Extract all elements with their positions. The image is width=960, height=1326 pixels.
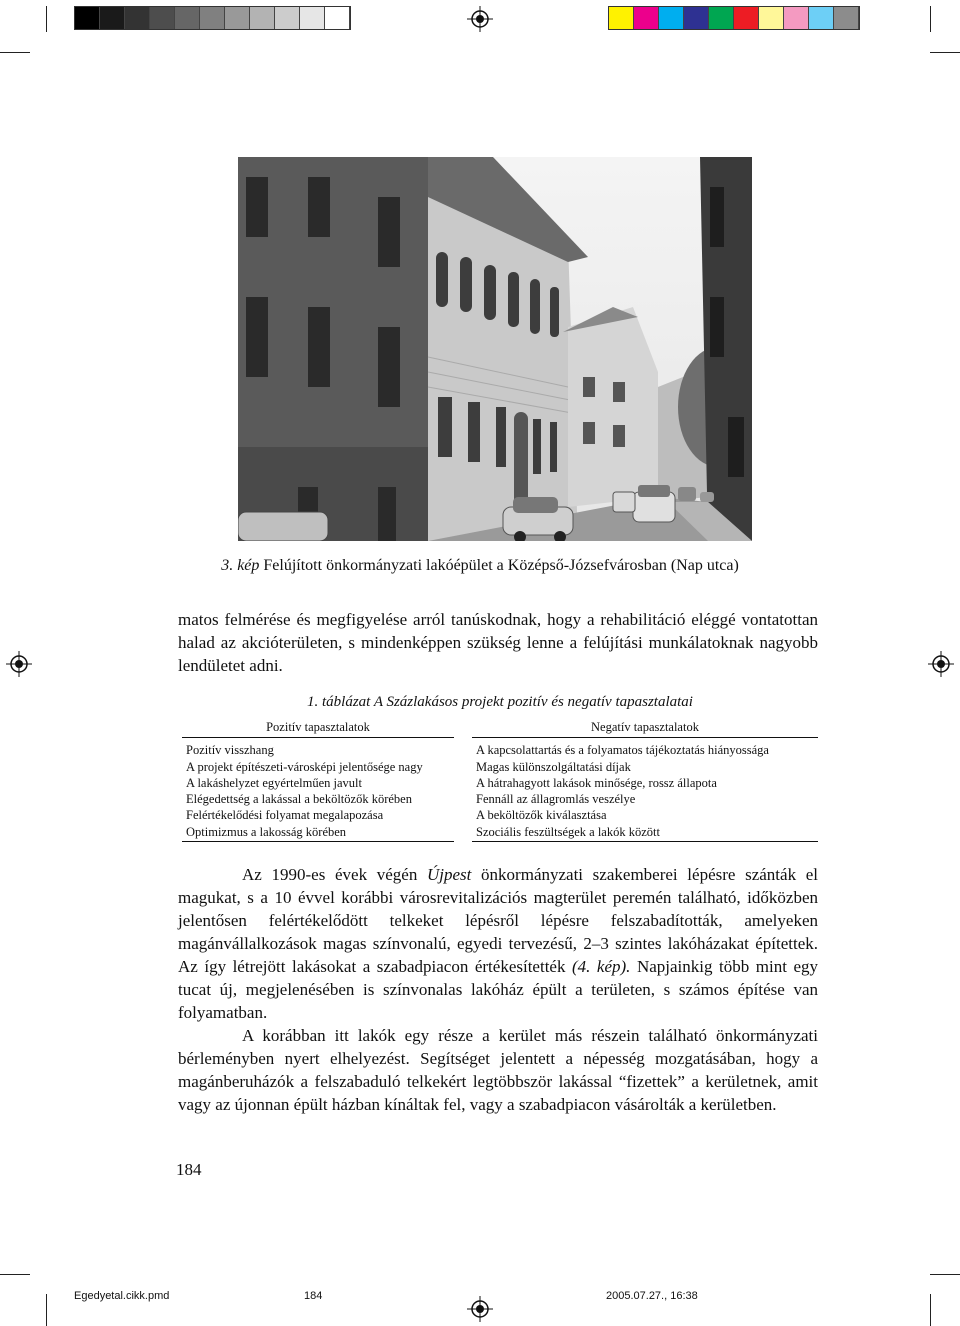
color-swatch	[834, 7, 859, 29]
table-row: Elégedettség a lakással a beköltözők körében	[186, 792, 412, 807]
paragraph-intro: matos felmérése és megfigyelése arról tanúskodnak, hogy a rehabilitáció eléggé vontatottan halad az akcióterületen, s mindenképpen szükség lenne a felújítási munkálatoknak nagyobb lendületet adni.	[178, 610, 818, 675]
table-row: Felértékelődési folyamat megalapozása	[186, 808, 384, 823]
table-row: Pozitív visszhang	[186, 743, 274, 758]
table-row: A lakáshelyzet egyértelműen javult	[186, 775, 362, 790]
page-number: 184	[176, 1160, 202, 1179]
color-swatch	[225, 7, 250, 29]
table-caption: 1. táblázat A Százlakásos projekt pozitív és negatív tapasztalatai	[307, 694, 693, 710]
table-left-column	[182, 719, 454, 842]
table-row: A beköltözők kiválasztása	[476, 808, 607, 823]
crop-mark	[930, 52, 960, 53]
color-swatch	[809, 7, 834, 29]
registration-mark-icon	[928, 651, 954, 677]
table-row: Magas különszolgáltatási díjak	[476, 759, 631, 774]
positive-list	[182, 742, 454, 842]
color-swatch	[200, 7, 225, 29]
table-row: A hátrahagyott lakások minősége, rossz állapota	[476, 775, 717, 790]
color-swatch	[659, 7, 684, 29]
crop-mark	[930, 1294, 931, 1326]
color-swatch	[609, 7, 634, 29]
paragraph-text: Napjainkig több mint egy tucat új, megjelenésében is színvonalas lakóház épült a területen, s számos építése van folyamatban.	[178, 957, 818, 1022]
caption-text: Felújított önkormányzati lakóépület a Középső-Józsefvárosban (Nap utca)	[263, 557, 739, 574]
color-swatch	[684, 7, 709, 29]
color-swatch	[100, 7, 125, 29]
crop-mark	[46, 6, 47, 32]
photo-caption	[0, 557, 960, 575]
color-swatch	[734, 7, 759, 29]
negative-list	[472, 742, 818, 842]
registration-mark-icon	[6, 651, 32, 677]
crop-mark	[0, 52, 30, 53]
paragraph-text: A korábban itt lakók egy része a kerület más részein található önkormányzati bérleményben nyert elhelyezést. Segítséget jelentett a népesség mozgatásában, hogy a magánberuházók a felszabaduló telkekért legtöbbször lakással “fizettek” a kerületnek, amit vagy az újonnan épült házban kínáltak fel, vagy a szabadpiacon vásárolták a kerületben.	[178, 1026, 818, 1114]
color-swatch	[175, 7, 200, 29]
paragraph-text: Az 1990-es évek végén	[242, 865, 427, 884]
color-swatch	[634, 7, 659, 29]
crop-mark	[46, 1294, 47, 1326]
color-swatch	[250, 7, 275, 29]
table-header-negative: Negatív tapasztalatok	[472, 719, 818, 738]
color-swatch	[784, 7, 809, 29]
crop-mark	[0, 1274, 30, 1275]
figure-reference: (4. kép).	[572, 957, 631, 976]
street-photo	[238, 157, 752, 541]
color-swatch	[150, 7, 175, 29]
color-swatch	[125, 7, 150, 29]
caption-number: 3. kép	[221, 557, 260, 574]
footer-filename: Egedyetal.cikk.pmd	[74, 1290, 170, 1302]
place-name: Újpest	[427, 865, 472, 884]
table-row: Optimizmus a lakosság körében	[186, 824, 347, 839]
table-row: A projekt építészeti-városképi jelentősége nagy	[186, 759, 423, 774]
table-header-positive: Pozitív tapasztalatok	[182, 719, 454, 738]
color-swatch	[275, 7, 300, 29]
table-right-column	[472, 719, 818, 842]
registration-mark-icon	[467, 6, 493, 32]
registration-mark-icon	[467, 1296, 493, 1322]
footer-page: 184	[304, 1290, 323, 1302]
table-row: A kapcsolattartás és a folyamatos tájékoztatás hiányossága	[476, 743, 769, 758]
color-swatch	[325, 7, 350, 29]
color-swatch	[75, 7, 100, 29]
paragraph-relocation	[178, 1024, 818, 1116]
crop-mark	[930, 6, 931, 32]
paragraph-ujpest	[178, 863, 818, 1024]
table-row: Szociális feszültségek a lakók között	[476, 824, 660, 839]
table-row: Fennáll az állagromlás veszélye	[476, 792, 636, 807]
crop-mark	[930, 1274, 960, 1275]
color-swatch-bar	[608, 6, 860, 30]
color-swatch	[759, 7, 784, 29]
gray-swatch-bar	[74, 6, 351, 30]
color-swatch	[300, 7, 325, 29]
paragraph-text: önkormányzati szakemberei lépésre szánták el magukat, s a 10 évvel korábbi városrevitalizációs magterület peremén található, időközben jelentősen felértékelődött telkeket lépésről lépésre felszabadították, amelyeken magánvállalkozások magas színvonalú, egyedi tervezésű, 2–3 szintes lakóházakat építettek. Az így létrejött lakásokat a szabadpiacon értékesítették	[178, 865, 819, 976]
footer-datetime: 2005.07.27., 16:38	[606, 1290, 698, 1302]
color-swatch	[709, 7, 734, 29]
